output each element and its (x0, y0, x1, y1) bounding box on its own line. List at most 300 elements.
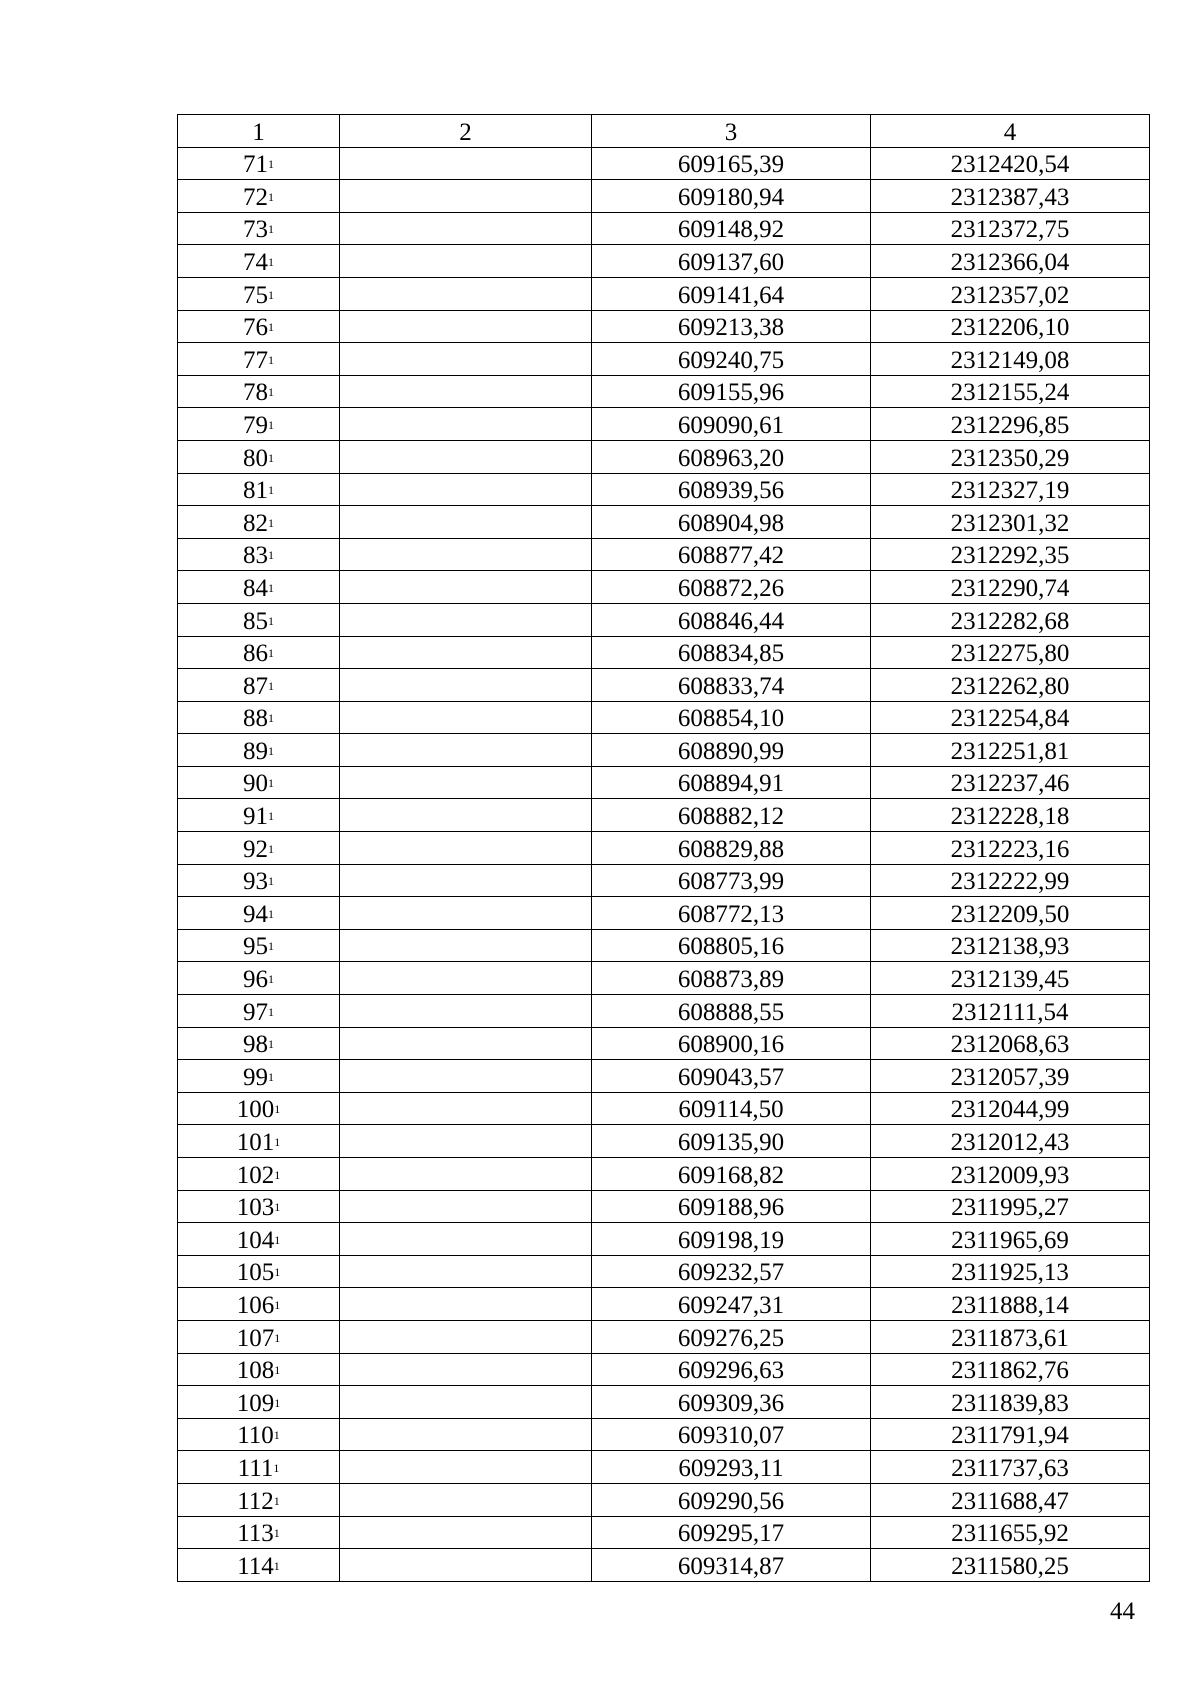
point-number-cell (178, 1060, 340, 1093)
table-row (178, 180, 1150, 213)
x-coordinate-cell: 608877,42 (592, 538, 871, 571)
table-row (178, 375, 1150, 408)
table-row (178, 1320, 1150, 1353)
point-number-superscript: 1 (268, 906, 274, 921)
point-number: 72 (243, 183, 268, 211)
empty-cell (340, 734, 592, 767)
table-row (178, 1125, 1150, 1158)
point-number-cell (178, 669, 340, 702)
point-number: 111 (237, 1454, 274, 1482)
table-body (178, 147, 1150, 1581)
x-coordinate-cell: 609276,25 (592, 1320, 871, 1353)
point-number-cell (178, 1483, 340, 1516)
empty-cell (340, 962, 592, 995)
point-number-superscript: 1 (273, 1428, 280, 1443)
x-coordinate-cell: 608833,74 (592, 669, 871, 702)
empty-cell (340, 1288, 592, 1321)
point-number-superscript: 1 (268, 613, 274, 628)
point-number: 88 (243, 705, 268, 733)
x-coordinate-cell: 609232,57 (592, 1255, 871, 1288)
table-row (178, 701, 1150, 734)
point-number-superscript: 1 (274, 1102, 281, 1117)
table-row (178, 343, 1150, 376)
point-number-superscript: 1 (268, 254, 274, 269)
point-number-cell (178, 1288, 340, 1321)
point-number-cell (178, 766, 340, 799)
table-row (178, 506, 1150, 539)
empty-cell (340, 1255, 592, 1288)
x-coordinate-cell: 608772,13 (592, 897, 871, 930)
x-coordinate-cell: 609314,87 (592, 1549, 871, 1582)
table-row (178, 408, 1150, 441)
x-coordinate-cell: 609295,17 (592, 1516, 871, 1549)
table-row (178, 636, 1150, 669)
point-number-cell (178, 375, 340, 408)
y-coordinate-cell: 2312262,80 (871, 669, 1150, 702)
y-coordinate-cell: 2312149,08 (871, 343, 1150, 376)
point-number-cell (178, 734, 340, 767)
point-number: 110 (237, 1422, 274, 1450)
point-number: 112 (237, 1487, 274, 1515)
empty-cell (340, 864, 592, 897)
point-number-cell (178, 1092, 340, 1125)
point-number-cell (178, 929, 340, 962)
point-number-cell (178, 1255, 340, 1288)
table-row (178, 277, 1150, 310)
empty-cell (340, 1125, 592, 1158)
x-coordinate-cell: 608939,56 (592, 473, 871, 506)
y-coordinate-cell: 2312372,75 (871, 212, 1150, 245)
point-number: 94 (243, 900, 268, 928)
point-number: 97 (243, 998, 268, 1026)
y-coordinate-cell: 2312155,24 (871, 375, 1150, 408)
y-coordinate-cell: 2312282,68 (871, 603, 1150, 636)
point-number-cell (178, 1125, 340, 1158)
point-number: 101 (236, 1129, 275, 1156)
point-number: 89 (243, 737, 268, 765)
point-number: 104 (236, 1226, 275, 1254)
table-row (178, 1353, 1150, 1386)
point-number-superscript: 1 (268, 483, 274, 498)
empty-cell (340, 799, 592, 832)
y-coordinate-cell: 2312350,29 (871, 440, 1150, 473)
table-row (178, 864, 1150, 897)
x-coordinate-cell: 609309,36 (592, 1386, 871, 1419)
x-coordinate-cell: 608900,16 (592, 1027, 871, 1060)
point-number-superscript: 1 (268, 874, 274, 889)
point-number-cell (178, 832, 340, 865)
point-number: 86 (243, 640, 268, 668)
point-number-superscript: 1 (268, 939, 274, 954)
empty-cell (340, 669, 592, 702)
point-number-superscript: 1 (268, 1069, 274, 1084)
point-number-superscript: 1 (268, 548, 274, 563)
point-number: 85 (243, 607, 268, 635)
y-coordinate-cell: 2312387,43 (871, 180, 1150, 213)
table-row (178, 603, 1150, 636)
table-row (178, 1451, 1150, 1484)
table-row (178, 1418, 1150, 1451)
table-row (178, 1223, 1150, 1256)
y-coordinate-cell: 2312228,18 (871, 799, 1150, 832)
y-coordinate-cell: 2311888,14 (871, 1288, 1150, 1321)
y-coordinate-cell: 2312209,50 (871, 897, 1150, 930)
empty-cell (340, 929, 592, 962)
point-number-superscript: 1 (268, 417, 274, 432)
empty-cell (340, 1320, 592, 1353)
point-number-superscript: 1 (268, 1004, 274, 1019)
empty-cell (340, 571, 592, 604)
table-row (178, 897, 1150, 930)
point-number-superscript: 1 (268, 287, 274, 302)
column-header-2: 2 (340, 115, 592, 148)
empty-cell (340, 766, 592, 799)
point-number-cell (178, 701, 340, 734)
point-number-superscript: 1 (268, 1037, 274, 1052)
x-coordinate-cell: 608805,16 (592, 929, 871, 962)
y-coordinate-cell: 2312290,74 (871, 571, 1150, 604)
empty-cell (340, 538, 592, 571)
point-number-cell (178, 571, 340, 604)
x-coordinate-cell: 608854,10 (592, 701, 871, 734)
y-coordinate-cell: 2312012,43 (871, 1125, 1150, 1158)
table-row (178, 995, 1150, 1028)
x-coordinate-cell: 609198,19 (592, 1223, 871, 1256)
y-coordinate-cell: 2312366,04 (871, 245, 1150, 278)
y-coordinate-cell: 2311688,47 (871, 1483, 1150, 1516)
point-number: 109 (236, 1389, 275, 1417)
point-number-superscript: 1 (274, 1200, 281, 1215)
table-row (178, 1288, 1150, 1321)
point-number-cell (178, 1418, 340, 1451)
x-coordinate-cell: 609155,96 (592, 375, 871, 408)
x-coordinate-cell: 609310,07 (592, 1418, 871, 1451)
x-coordinate-cell: 609296,63 (592, 1353, 871, 1386)
point-number: 114 (237, 1552, 274, 1580)
point-number-cell (178, 995, 340, 1028)
x-coordinate-cell: 609043,57 (592, 1060, 871, 1093)
point-number: 99 (243, 1063, 268, 1091)
y-coordinate-cell: 2312222,99 (871, 864, 1150, 897)
point-number: 83 (243, 542, 268, 570)
point-number-superscript: 1 (268, 646, 274, 661)
point-number-cell (178, 343, 340, 376)
table-row (178, 669, 1150, 702)
coordinates-table (177, 114, 1150, 1582)
empty-cell (340, 245, 592, 278)
empty-cell (340, 1060, 592, 1093)
point-number-superscript: 1 (274, 1232, 281, 1247)
y-coordinate-cell: 2312206,10 (871, 310, 1150, 343)
table-row (178, 1483, 1150, 1516)
point-number: 91 (243, 803, 268, 831)
y-coordinate-cell: 2311580,25 (871, 1549, 1150, 1582)
point-number: 75 (243, 281, 268, 309)
page-number: 44 (1110, 1598, 1135, 1625)
y-coordinate-cell: 2312292,35 (871, 538, 1150, 571)
y-coordinate-cell: 2311995,27 (871, 1190, 1150, 1223)
empty-cell (340, 603, 592, 636)
point-number: 81 (243, 477, 268, 505)
point-number: 87 (243, 672, 268, 700)
point-number-cell (178, 245, 340, 278)
point-number-superscript: 1 (273, 1493, 280, 1508)
x-coordinate-cell: 608904,98 (592, 506, 871, 539)
point-number-superscript: 1 (268, 222, 274, 237)
table-row (178, 440, 1150, 473)
column-header-4: 4 (871, 115, 1150, 148)
empty-cell (340, 1027, 592, 1060)
y-coordinate-cell: 2311873,61 (871, 1320, 1150, 1353)
table-row (178, 1516, 1150, 1549)
point-number-superscript: 1 (268, 776, 274, 791)
table-row (178, 147, 1150, 180)
point-number-superscript: 1 (273, 1526, 280, 1541)
x-coordinate-cell: 608890,99 (592, 734, 871, 767)
point-number: 102 (236, 1161, 275, 1189)
point-number-cell (178, 1320, 340, 1353)
point-number: 77 (243, 346, 268, 374)
point-number-cell (178, 962, 340, 995)
y-coordinate-cell: 2312068,63 (871, 1027, 1150, 1060)
table-row (178, 310, 1150, 343)
y-coordinate-cell: 2312275,80 (871, 636, 1150, 669)
point-number: 74 (243, 248, 268, 276)
column-header-1: 1 (178, 115, 340, 148)
x-coordinate-cell: 608773,99 (592, 864, 871, 897)
point-number: 107 (236, 1324, 275, 1352)
table-row (178, 538, 1150, 571)
empty-cell (340, 440, 592, 473)
point-number-cell (178, 212, 340, 245)
x-coordinate-cell: 609240,75 (592, 343, 871, 376)
point-number: 73 (243, 216, 268, 244)
empty-cell (340, 1158, 592, 1191)
table-row (178, 962, 1150, 995)
empty-cell (340, 1549, 592, 1582)
y-coordinate-cell: 2312057,39 (871, 1060, 1150, 1093)
point-number: 98 (243, 1031, 268, 1059)
point-number-cell (178, 147, 340, 180)
x-coordinate-cell: 608834,85 (592, 636, 871, 669)
x-coordinate-cell: 609165,39 (592, 147, 871, 180)
empty-cell (340, 1418, 592, 1451)
x-coordinate-cell: 608873,89 (592, 962, 871, 995)
point-number-superscript: 1 (268, 972, 274, 987)
point-number: 95 (243, 933, 268, 961)
point-number-cell (178, 1353, 340, 1386)
x-coordinate-cell: 609137,60 (592, 245, 871, 278)
point-number-superscript: 1 (268, 743, 274, 758)
point-number: 92 (243, 835, 268, 863)
point-number-superscript: 1 (274, 1297, 281, 1312)
table-row (178, 1255, 1150, 1288)
point-number-cell (178, 180, 340, 213)
y-coordinate-cell: 2312223,16 (871, 832, 1150, 865)
y-coordinate-cell: 2311655,92 (871, 1516, 1150, 1549)
table-row (178, 473, 1150, 506)
point-number-superscript: 1 (268, 320, 274, 335)
empty-cell (340, 147, 592, 180)
empty-cell (340, 995, 592, 1028)
x-coordinate-cell: 608963,20 (592, 440, 871, 473)
x-coordinate-cell: 608888,55 (592, 995, 871, 1028)
x-coordinate-cell: 609168,82 (592, 1158, 871, 1191)
point-number-superscript: 1 (268, 515, 274, 530)
point-number-cell (178, 1516, 340, 1549)
point-number: 76 (243, 314, 268, 342)
empty-cell (340, 701, 592, 734)
point-number-superscript: 1 (268, 809, 274, 824)
x-coordinate-cell: 608882,12 (592, 799, 871, 832)
point-number-cell (178, 1190, 340, 1223)
point-number-cell (178, 1027, 340, 1060)
table-header-row (178, 115, 1150, 148)
empty-cell (340, 310, 592, 343)
table-row (178, 766, 1150, 799)
y-coordinate-cell: 2312138,93 (871, 929, 1150, 962)
point-number-superscript: 1 (274, 1363, 281, 1378)
point-number-superscript: 1 (268, 450, 274, 465)
empty-cell (340, 408, 592, 441)
y-coordinate-cell: 2312254,84 (871, 701, 1150, 734)
point-number-superscript: 1 (268, 580, 274, 595)
point-number: 79 (243, 411, 268, 439)
table-row (178, 1386, 1150, 1419)
point-number: 93 (243, 868, 268, 896)
empty-cell (340, 1190, 592, 1223)
point-number-superscript: 1 (268, 711, 274, 726)
y-coordinate-cell: 2312009,93 (871, 1158, 1150, 1191)
point-number-cell (178, 277, 340, 310)
x-coordinate-cell: 608894,91 (592, 766, 871, 799)
empty-cell (340, 212, 592, 245)
point-number: 103 (236, 1194, 275, 1222)
empty-cell (340, 1451, 592, 1484)
y-coordinate-cell: 2311965,69 (871, 1223, 1150, 1256)
point-number-cell (178, 506, 340, 539)
point-number: 78 (243, 379, 268, 407)
column-header-3: 3 (592, 115, 871, 148)
point-number: 82 (243, 509, 268, 537)
x-coordinate-cell: 609293,11 (592, 1451, 871, 1484)
y-coordinate-cell: 2312301,32 (871, 506, 1150, 539)
point-number-superscript: 1 (268, 189, 274, 204)
point-number-cell (178, 1223, 340, 1256)
y-coordinate-cell: 2311925,13 (871, 1255, 1150, 1288)
table-row (178, 212, 1150, 245)
empty-cell (340, 1092, 592, 1125)
empty-cell (340, 897, 592, 930)
x-coordinate-cell: 609180,94 (592, 180, 871, 213)
empty-cell (340, 1223, 592, 1256)
point-number-superscript: 1 (274, 1330, 281, 1345)
x-coordinate-cell: 609188,96 (592, 1190, 871, 1223)
x-coordinate-cell: 609148,92 (592, 212, 871, 245)
point-number: 96 (243, 966, 268, 994)
point-number-superscript: 1 (268, 352, 274, 367)
empty-cell (340, 343, 592, 376)
point-number-cell (178, 1386, 340, 1419)
table-row (178, 1158, 1150, 1191)
table-row (178, 799, 1150, 832)
point-number-cell (178, 1549, 340, 1582)
x-coordinate-cell: 608829,88 (592, 832, 871, 865)
point-number-cell (178, 799, 340, 832)
y-coordinate-cell: 2312296,85 (871, 408, 1150, 441)
empty-cell (340, 1386, 592, 1419)
point-number: 80 (243, 444, 268, 472)
point-number-superscript: 1 (273, 1558, 280, 1573)
point-number: 108 (236, 1357, 275, 1385)
point-number-superscript: 1 (273, 1460, 280, 1475)
point-number-cell (178, 310, 340, 343)
y-coordinate-cell: 2312420,54 (871, 147, 1150, 180)
x-coordinate-cell: 609114,50 (592, 1092, 871, 1125)
table-row (178, 571, 1150, 604)
x-coordinate-cell: 609135,90 (592, 1125, 871, 1158)
point-number-superscript: 1 (268, 385, 274, 400)
table-row (178, 245, 1150, 278)
point-number-superscript: 1 (274, 1135, 281, 1149)
point-number: 84 (243, 574, 268, 602)
empty-cell (340, 277, 592, 310)
y-coordinate-cell: 2312111,54 (871, 995, 1150, 1028)
point-number: 113 (237, 1520, 274, 1548)
y-coordinate-cell: 2312237,46 (871, 766, 1150, 799)
empty-cell (340, 375, 592, 408)
x-coordinate-cell: 609247,31 (592, 1288, 871, 1321)
point-number-superscript: 1 (274, 1265, 281, 1280)
point-number: 90 (243, 770, 268, 798)
y-coordinate-cell: 2312044,99 (871, 1092, 1150, 1125)
table-row (178, 1027, 1150, 1060)
empty-cell (340, 180, 592, 213)
x-coordinate-cell: 609141,64 (592, 277, 871, 310)
y-coordinate-cell: 2311862,76 (871, 1353, 1150, 1386)
empty-cell (340, 636, 592, 669)
x-coordinate-cell: 609090,61 (592, 408, 871, 441)
y-coordinate-cell: 2311839,83 (871, 1386, 1150, 1419)
point-number: 106 (236, 1291, 275, 1319)
table-row (178, 734, 1150, 767)
empty-cell (340, 473, 592, 506)
empty-cell (340, 1353, 592, 1386)
empty-cell (340, 832, 592, 865)
point-number-cell (178, 1451, 340, 1484)
point-number-superscript: 1 (274, 1395, 281, 1410)
y-coordinate-cell: 2311737,63 (871, 1451, 1150, 1484)
y-coordinate-cell: 2312139,45 (871, 962, 1150, 995)
table-row (178, 1190, 1150, 1223)
point-number: 71 (243, 151, 268, 179)
point-number-cell (178, 473, 340, 506)
point-number: 100 (236, 1096, 275, 1124)
table-row (178, 832, 1150, 865)
y-coordinate-cell: 2312327,19 (871, 473, 1150, 506)
y-coordinate-cell: 2312357,02 (871, 277, 1150, 310)
point-number-superscript: 1 (274, 1167, 281, 1182)
empty-cell (340, 506, 592, 539)
point-number-superscript: 1 (268, 841, 274, 856)
point-number-cell (178, 897, 340, 930)
x-coordinate-cell: 608846,44 (592, 603, 871, 636)
empty-cell (340, 1516, 592, 1549)
point-number-cell (178, 636, 340, 669)
point-number-cell (178, 1158, 340, 1191)
point-number-cell (178, 603, 340, 636)
x-coordinate-cell: 609213,38 (592, 310, 871, 343)
